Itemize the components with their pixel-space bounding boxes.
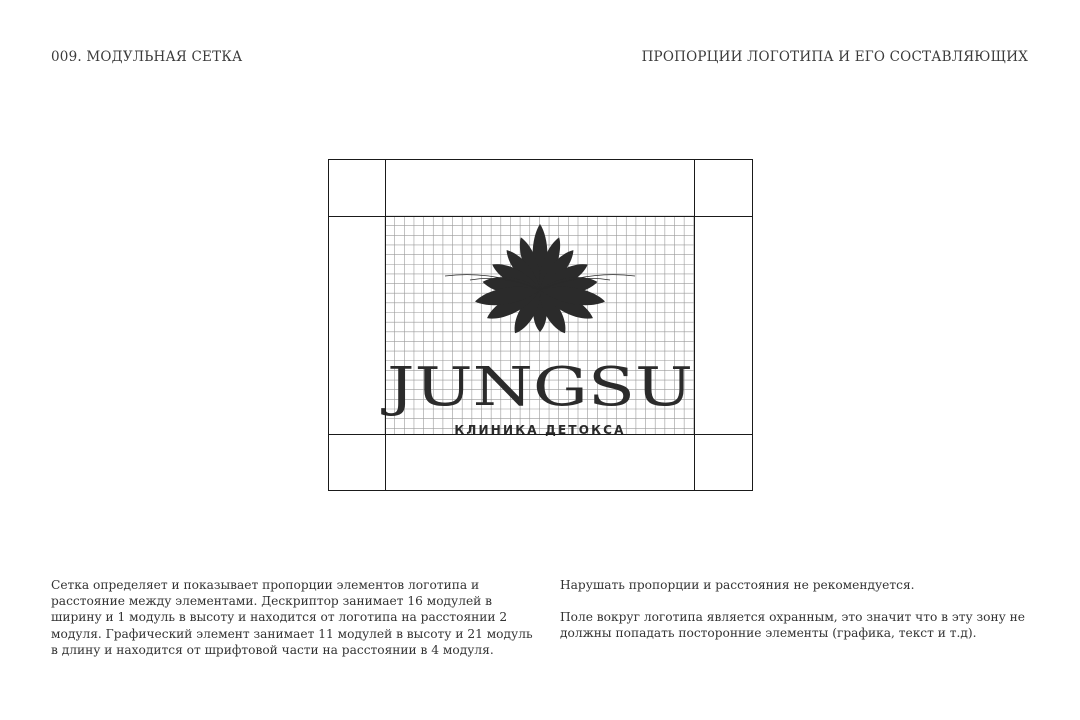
lotus-emblem-icon bbox=[445, 224, 635, 337]
grid-description-paragraph: Сетка определяет и показывает пропорции элементов логотипа и расстояние между элементами. Дескриптор занимает 16 модулей в ширину и 1 модуль в высоту и находится от логотипа на расстоянии 2 модуля. Графический элемент занимает 11 модулей в высоту и 21 модуль в длину и находится от шрифтовой части на расстоянии в 4 модуля. bbox=[51, 578, 533, 657]
logo-descriptor: КЛИНИКА ДЕТОКСА bbox=[454, 423, 626, 437]
page-subject-title: ПРОПОРЦИИ ЛОГОТИПА И ЕГО СОСТАВЛЯЮЩИХ bbox=[641, 49, 1028, 65]
grid-description-text bbox=[51, 577, 537, 658]
modular-grid-diagram bbox=[328, 159, 753, 491]
usage-rules-text bbox=[560, 577, 1040, 642]
logo-wordmark: JUNGSU bbox=[380, 357, 693, 418]
safe-zone-paragraph: Поле вокруг логотипа является охранным, это значит что в эту зону не должны попадать посторонние элементы (графика, текст и т.д). bbox=[560, 610, 1026, 641]
proportion-warning-paragraph: Нарушать пропорции и расстояния не рекомендуется. bbox=[560, 578, 915, 592]
logo-modular-grid-figure bbox=[328, 159, 753, 491]
section-title: 009. МОДУЛЬНАЯ СЕТКА bbox=[51, 49, 243, 65]
